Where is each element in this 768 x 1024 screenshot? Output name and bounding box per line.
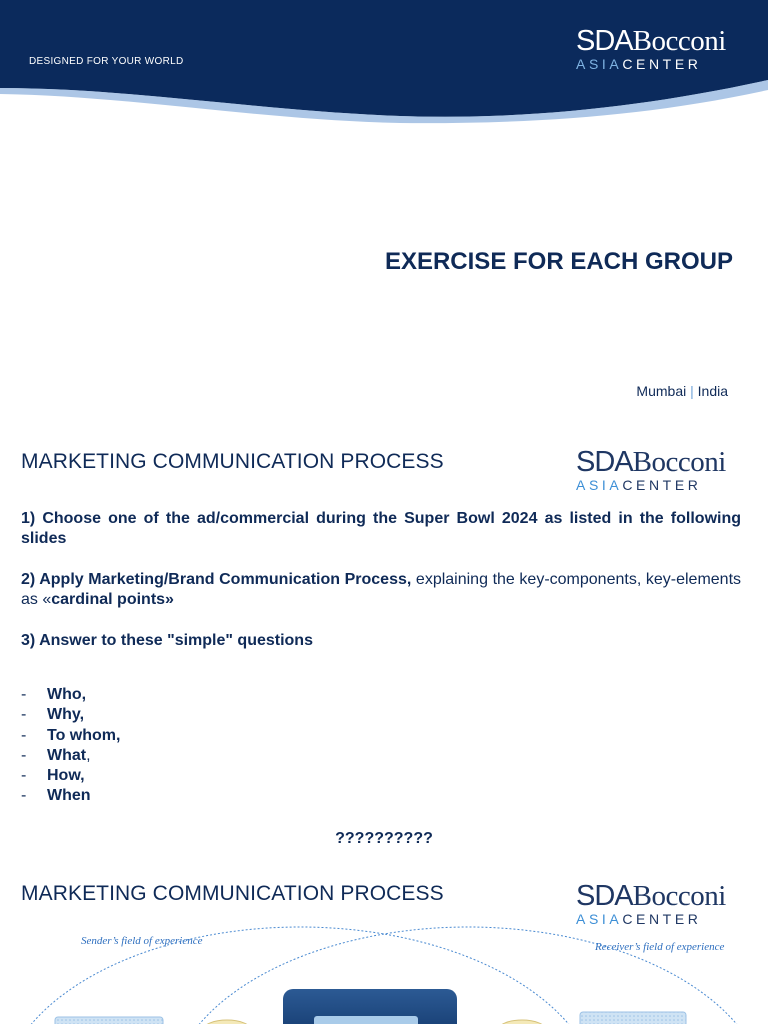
exercise-slide: [0, 428, 768, 858]
question-item: - When: [21, 787, 91, 805]
instruction-1: 1) Choose one of the ad/commercial during the Super Bowl 2024 as listed in the following slides: [21, 510, 741, 547]
sda-bocconi-logo: SDABocconi ASIACENTER: [576, 446, 726, 493]
encoding-circle: [203, 1020, 251, 1024]
question-marks: ??????????: [335, 830, 433, 847]
receiver-field-ellipse: [168, 927, 768, 1024]
question-item: - Why,: [21, 706, 85, 724]
sender-field-label: Sender’s field of experience: [81, 935, 203, 947]
sda-bocconi-logo: SDABocconi ASIACENTER: [576, 880, 726, 927]
exercise-instructions: [21, 509, 741, 807]
communication-process-slide: [0, 862, 768, 1024]
location: [636, 383, 728, 399]
question-item: - Who,: [21, 686, 87, 703]
message-inner: [314, 1016, 418, 1024]
slide-heading: MARKETING COMMUNICATION PROCESS: [21, 450, 444, 473]
slide-heading: MARKETING COMMUNICATION PROCESS: [21, 882, 444, 905]
receiver-box: [580, 1012, 686, 1024]
question-item: - To whom,: [21, 726, 121, 744]
tagline: DESIGNED FOR YOUR WORLD: [29, 56, 184, 67]
decoding-circle: [498, 1020, 546, 1024]
location-city: Mumbai: [636, 383, 687, 399]
question-item: - How,: [21, 767, 85, 785]
receiver-field-label: Receiver’s field of experience: [595, 941, 725, 953]
communication-diagram: [0, 862, 768, 1024]
slide-title: EXERCISE FOR EACH GROUP: [384, 248, 733, 275]
location-separator: |: [690, 383, 694, 399]
sda-bocconi-logo: SDABocconi ASIACENTER: [576, 25, 726, 72]
location-country: India: [697, 383, 728, 399]
title-slide: [0, 0, 768, 420]
instruction-3: 3) Answer to these "simple" questions: [21, 632, 313, 649]
question-item: - What,: [21, 746, 91, 764]
sender-box: [55, 1017, 163, 1024]
instruction-2: 2) Apply Marketing/Brand Communication Process, explaining the key-components, key-elements as «cardinal points»: [21, 571, 742, 608]
question-list: [21, 685, 741, 807]
